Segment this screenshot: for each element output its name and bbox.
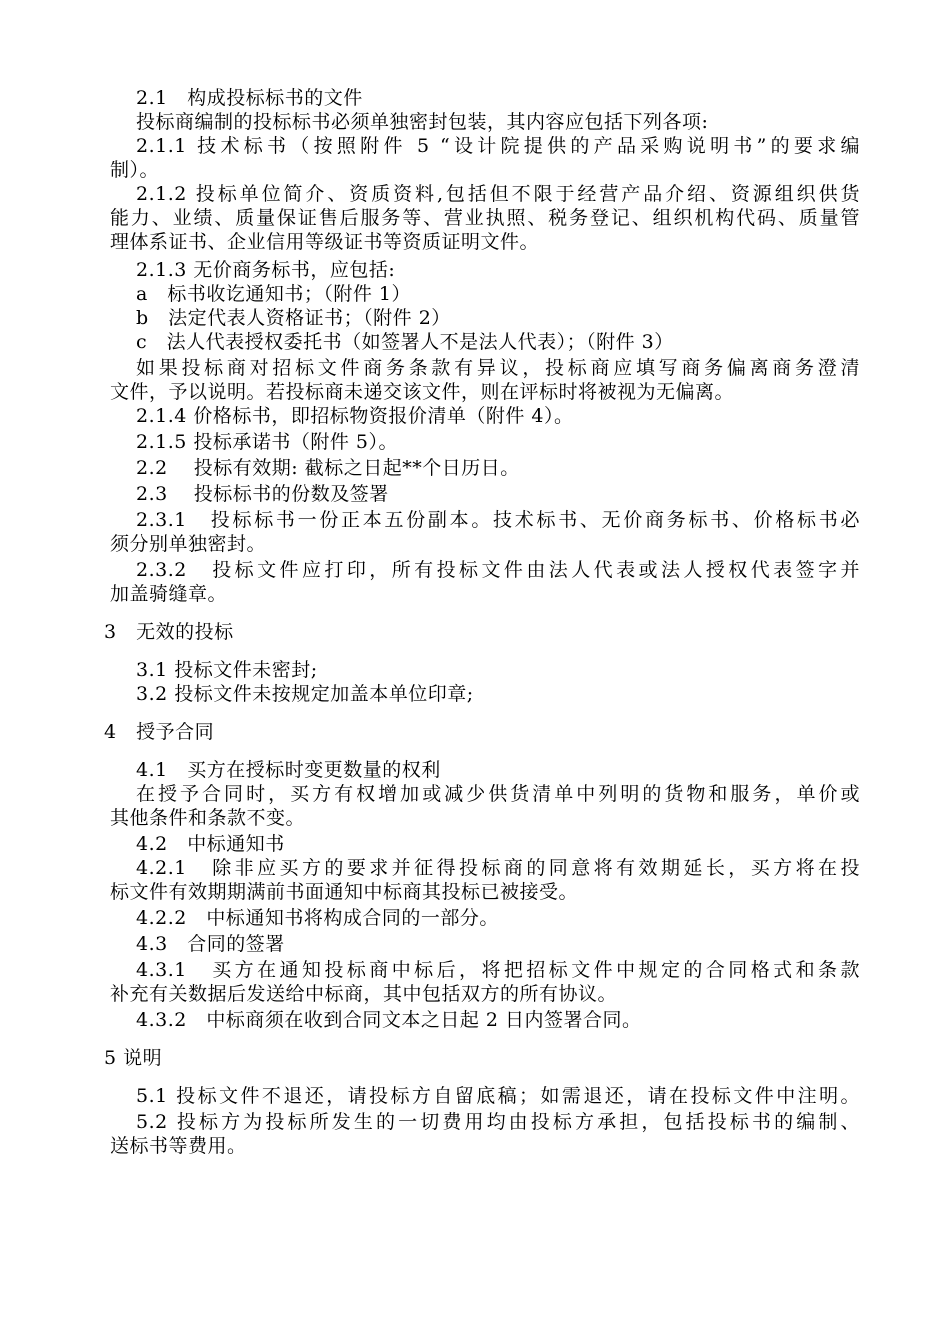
paragraph-line: 补充有关数据后发送给中标商，其中包括双方的所有协议。	[110, 983, 618, 1005]
paragraph-line: 4.3.2 中标商须在收到合同文本之日起 2 日内签署合同。	[136, 1009, 642, 1031]
paragraph-line: 如果投标商对招标文件商务条款有异议，投标商应填写商务偏离商务澄清	[136, 357, 860, 379]
paragraph-line: 3.1 投标文件未密封;	[136, 659, 318, 681]
paragraph-line: 2.1.3 无价商务标书，应包括:	[136, 259, 396, 281]
paragraph-line: 2.1.2 投标单位简介、资质资料,包括但不限于经营产品介绍、资源组织供货	[136, 183, 860, 205]
paragraph-line: 5.2 投标方为投标所发生的一切费用均由投标方承担，包括投标书的编制、	[136, 1111, 860, 1133]
paragraph-line: 5.1 投标文件不退还，请投标方自留底稿；如需退还，请在投标文件中注明。	[136, 1085, 860, 1107]
section-2-1-heading: 2.1 构成投标标书的文件	[136, 87, 363, 109]
paragraph-line: 投标商编制的投标标书必须单独密封包装，其内容应包括下列各项:	[136, 111, 709, 133]
paragraph-line: 4.2.2 中标通知书将构成合同的一部分。	[136, 907, 499, 929]
section-4-3-heading: 4.3 合同的签署	[136, 933, 285, 955]
paragraph-line: 3.2 投标文件未按规定加盖本单位印章;	[136, 683, 474, 705]
paragraph-line: 送标书等费用。	[110, 1135, 247, 1157]
paragraph-line: 能力、业绩、质量保证售后服务等、营业执照、税务登记、组织机构代码、质量管	[110, 207, 860, 229]
paragraph-line: 理体系证书、企业信用等级证书等资质证明文件。	[110, 231, 540, 253]
section-2-3-heading: 2.3 投标标书的份数及签署	[136, 483, 389, 505]
paragraph-line: 4.3.1 买方在通知投标商中标后，将把招标文件中规定的合同格式和条款	[136, 959, 860, 981]
paragraph-line: 2.1.1 技术标书（按照附件 5 “设计院提供的产品采购说明书”的要求编	[136, 135, 860, 157]
paragraph-line: 2.3.1 投标标书一份正本五份副本。技术标书、无价商务标书、价格标书必	[136, 509, 860, 531]
section-5-heading: 5 说明	[104, 1047, 163, 1069]
paragraph-line: 其他条件和条款不变。	[110, 807, 306, 829]
section-4-1-heading: 4.1 买方在授标时变更数量的权利	[136, 759, 441, 781]
paragraph-line: 文件，予以说明。若投标商未递交该文件，则在评标时将被视为无偏离。	[110, 381, 735, 403]
section-2-2-heading: 2.2 投标有效期: 截标之日起**个日历日。	[136, 457, 520, 479]
paragraph-line: 标文件有效期期满前书面通知中标商其投标已被接受。	[110, 881, 579, 903]
paragraph-line: 在授予合同时，买方有权增加或减少供货清单中列明的货物和服务，单价或	[136, 783, 860, 805]
paragraph-line: 2.1.4 价格标书，即招标物资报价清单（附件 4）。	[136, 405, 574, 427]
paragraph-line: 制）。	[110, 159, 160, 181]
section-3-heading: 3 无效的投标	[104, 621, 234, 643]
paragraph-line: 4.2.1 除非应买方的要求并征得投标商的同意将有效期延长，买方将在投	[136, 857, 860, 879]
section-4-2-heading: 4.2 中标通知书	[136, 833, 285, 855]
paragraph-line: 须分别单独密封。	[110, 533, 267, 555]
paragraph-line: 2.1.5 投标承诺书（附件 5）。	[136, 431, 399, 453]
list-item: a 标书收讫通知书；（附件 1）	[136, 283, 411, 305]
paragraph-line: 2.3.2 投标文件应打印，所有投标文件由法人代表或法人授权代表签字并	[136, 559, 860, 581]
paragraph-line: 加盖骑缝章。	[110, 583, 228, 605]
list-item: b 法定代表人资格证书；（附件 2）	[136, 307, 451, 329]
list-item: c 法人代表授权委托书（如签署人不是法人代表）；（附件 3）	[136, 331, 674, 353]
section-4-heading: 4 授予合同	[104, 721, 215, 743]
